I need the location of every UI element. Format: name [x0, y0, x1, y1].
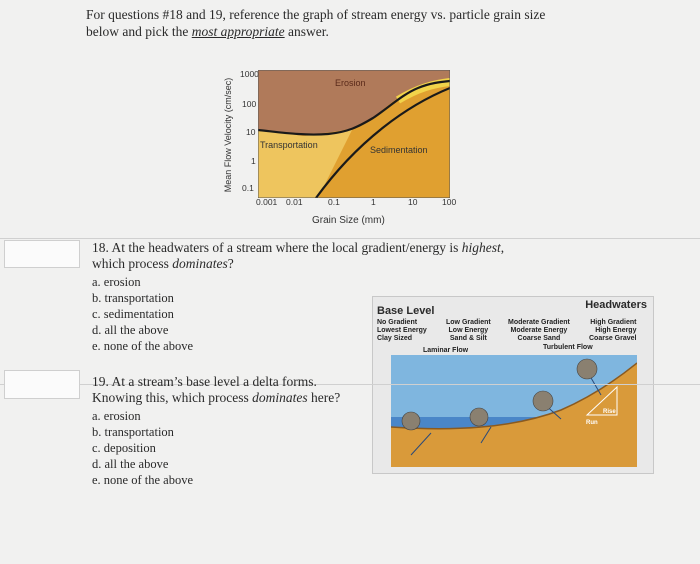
instructions-emphasis: most appropriate	[191, 24, 285, 39]
moderate-gradient-properties: Moderate Gradient Moderate Energy Coarse Sand	[508, 319, 570, 342]
ytick: 1	[251, 156, 256, 166]
base-level-title: Base Level	[377, 305, 435, 317]
q18-option-c[interactable]: c. sedimentation	[92, 307, 174, 321]
turbulent-flow-label: Turbulent Flow	[543, 344, 593, 351]
divider	[0, 238, 700, 239]
xtick: 0.001	[256, 197, 278, 207]
instructions-line-2: below and pick the most appropriate answer.	[86, 24, 329, 39]
erosion-label: Erosion	[335, 78, 366, 88]
low-gradient-properties: Low Gradient Low Energy Sand & Silt	[446, 319, 491, 342]
graph-plot	[258, 70, 450, 198]
question-19	[92, 374, 367, 488]
headwaters-title: Headwaters	[585, 299, 647, 311]
ytick: 100	[242, 99, 257, 109]
q18-option-e[interactable]: e. none of the above	[92, 339, 194, 353]
xtick: 10	[408, 197, 418, 207]
run-label: Run	[586, 420, 598, 426]
q19-option-e[interactable]: e. none of the above	[92, 473, 194, 487]
stream-profile-diagram	[372, 296, 654, 474]
q19-option-d[interactable]: d. all the above	[92, 457, 169, 471]
xtick: 100	[442, 197, 457, 207]
graph-ylabel: Mean Flow Velocity (cm/sec)	[223, 77, 233, 193]
q19-line-2: Knowing this, which process dominates here?	[92, 390, 341, 405]
graph-xlabel: Grain Size (mm)	[312, 215, 385, 226]
pebble-icon	[577, 359, 597, 379]
q19-option-a[interactable]: a. erosion	[92, 409, 141, 423]
laminar-flow-label: Laminar Flow	[423, 347, 469, 354]
base-level-properties: No Gradient Lowest Energy Clay Sized	[377, 319, 427, 342]
pebble-icon	[470, 408, 488, 426]
xtick: 0.01	[286, 197, 303, 207]
answer-box-18[interactable]	[4, 240, 80, 268]
instructions-line-1: For questions #18 and 19, reference the graph of stream energy vs. particle grain size	[86, 7, 546, 22]
stream-energy-graph	[220, 50, 470, 235]
ytick: 10	[246, 127, 256, 137]
pebble-icon	[533, 391, 553, 411]
ytick: 1000	[240, 69, 259, 79]
q18-option-d[interactable]: d. all the above	[92, 323, 169, 337]
q19-option-c[interactable]: c. deposition	[92, 441, 156, 455]
rise-label: Rise	[603, 409, 616, 415]
transportation-label: Transportation	[260, 140, 318, 150]
q19-line-1: 19. At a stream’s base level a delta forms.	[92, 374, 317, 389]
stream-profile-illustration	[391, 355, 637, 467]
ytick: 0.1	[242, 183, 254, 193]
instructions	[86, 6, 606, 40]
q19-option-b[interactable]: b. transportation	[92, 425, 174, 439]
q18-option-a[interactable]: a. erosion	[92, 275, 141, 289]
pebble-icon	[402, 412, 420, 430]
q18-line-2: which process dominates?	[92, 256, 234, 271]
answer-box-19[interactable]	[4, 370, 80, 399]
q18-line-1: 18. At the headwaters of a stream where the local gradient/energy is highest,	[92, 240, 505, 255]
xtick: 0.1	[328, 197, 340, 207]
sedimentation-label: Sedimentation	[370, 145, 428, 155]
q18-option-b[interactable]: b. transportation	[92, 291, 174, 305]
high-gradient-properties: High Gradient High Energy Coarse Gravel	[589, 319, 637, 342]
xtick: 1	[371, 197, 376, 207]
